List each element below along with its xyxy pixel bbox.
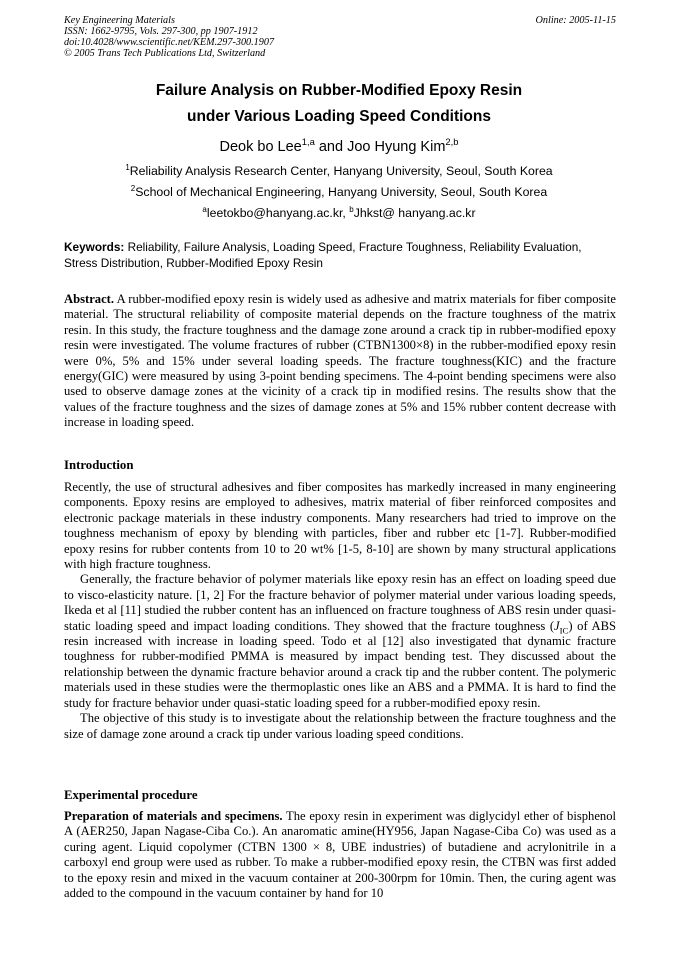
author-2-superscript: 2,b xyxy=(445,136,459,148)
jic-symbol: J xyxy=(554,618,560,633)
intro-paragraph-2 xyxy=(64,572,616,711)
experimental-body xyxy=(64,809,616,901)
affiliation-1-text: Reliability Analysis Research Center, Hanyang University, Seoul, South Korea xyxy=(129,164,553,178)
affiliation-2-text: School of Mechanical Engineering, Hanyang University, Seoul, South Korea xyxy=(135,185,548,199)
keywords xyxy=(64,240,616,271)
email-a[interactable]: leetokbo@hanyang.ac.kr, xyxy=(206,206,350,220)
author-list xyxy=(0,136,678,155)
affiliation-1 xyxy=(0,164,678,178)
jic-subscript: IC xyxy=(559,625,569,636)
email-a-superscript: a xyxy=(202,204,207,214)
intro-paragraph-1: Recently, the use of structural adhesives and fiber composites has markedly increased in many engineering components. Epoxy resins are employed to adhesives, matrix material of fiber reinforced composites and electronic package materials in these industry components. Many researchers had tried to improve on the toughness mechanism of epoxy by blending with particles, fiber and rubber etc [1-7]. Rubber-modified epoxy resins for rubber contents from 10 to 20 wt% [1-5, 8-10] are shown by many structural applications with high fracture toughness. xyxy=(64,480,616,572)
title-line-1: Failure Analysis on Rubber-Modified Epoxy Resin xyxy=(155,82,523,99)
experimental-heading: Experimental procedure xyxy=(64,788,198,802)
email-line xyxy=(0,206,678,220)
email-b[interactable]: Jhkst@ hanyang.ac.kr xyxy=(353,206,476,220)
intro-paragraph-2-part-1: Generally, the fracture behavior of polymer materials like epoxy resin has an effect on loading speed due to visco-elasticity nature. [1, 2] For the fracture behavior of polymer material under various loading speeds, Ikeda et al [11] studied the rubber content has an influenced on fracture toughness of ABS resin under quasi-static loading speed and impact loading conditions. They showed that the fracture toughness ( xyxy=(64,572,616,633)
running-header xyxy=(64,15,616,59)
intro-paragraph-2-part-2: ) of ABS resin increased with increase in loading speed. Todo et al [12] also investigated that dynamic fracture toughness for rubber-modified PMMA is measured by impact bending test. They discussed about the relationship between the dynamic fracture behavior around a crack tip and the rubber content. The polymeric materials used in these studies were the thermoplastic ones like an ABS and a PMMA. It is hard to find the study for fracture behavior under quasi-static loading speed for a rubber-modified epoxy resin. xyxy=(64,618,616,710)
issn-line: ISSN: 1662-9795, Vols. 297-300, pp 1907-1912 xyxy=(64,26,258,37)
author-1: Deok bo Lee xyxy=(219,139,302,155)
author-1-superscript: 1,a xyxy=(301,136,315,148)
intro-paragraph-3: The objective of this study is to investigate about the relationship between the fracture toughness and the size of damage zone around a crack tip under various loading speed conditions. xyxy=(64,711,616,741)
online-date: Online: 2005-11-15 xyxy=(535,15,616,26)
affiliation-2 xyxy=(0,185,678,199)
abstract-label: Abstract. xyxy=(64,292,115,306)
author-2: Joo Hyung Kim xyxy=(347,139,446,155)
experimental-text: The epoxy resin in experiment was diglycidyl ether of bisphenol A (AER250, Japan Nagase-Ciba Co.). An anaromatic amine(HY956, Japan Nagase-Ciba Co) was used as a curing agent. Liquid copolymer (CTBN 1300 × 8, UBE industries) of butadiene and acrylonitrile in a carboxyl end group were used as rubber. To make a rubber-modified epoxy resin, the CTBN was first added to the epoxy resin and mixed in the vacuum container at 200-300rpm for 10min. Then, the curing agent was added to the compound in the vacuum container by hand for 10 xyxy=(64,809,616,901)
affiliation-2-superscript: 2 xyxy=(130,183,136,193)
copyright-line: © 2005 Trans Tech Publications Ltd, Switzerland xyxy=(64,48,266,59)
email-b-superscript: b xyxy=(349,204,354,214)
affiliation-1-superscript: 1 xyxy=(125,162,130,172)
introduction-heading: Introduction xyxy=(64,458,134,472)
keywords-label: Keywords: xyxy=(64,240,125,254)
abstract-text: A rubber-modified epoxy resin is widely used as adhesive and matrix materials for fiber composite material. The structural reliability of composite material depends on the fracture toughness of the matrix resin. In this study, the fracture toughness and the damage zone around a crack tip in rubber-modified epoxy resin were investigated. The volume fractures of rubber (CTBN1300×8) in the rubber-modified epoxy resin were 0%, 5% and 15% under several loading speeds. The fracture toughness(KIC) and the fracture energy(GIC) were measured by using 3-point bending specimens. The 4-point bending specimens were also used to observe damage zones at the vicinity of a crack tip in modified resins. The results show that the values of the fracture toughness and the sizes of damage zones at 5% and 15% rubber content decrease with increase in loading speed. xyxy=(64,292,616,430)
author-conjunction: and xyxy=(314,139,348,155)
abstract xyxy=(64,292,616,431)
introduction-body xyxy=(64,480,616,742)
journal-name: Key Engineering Materials xyxy=(64,15,175,26)
title-line-2: under Various Loading Speed Conditions xyxy=(187,108,491,125)
keywords-text: Reliability, Failure Analysis, Loading Speed, Fracture Toughness, Reliability Evaluation, Stress Distribution, Rubber-Modified Epoxy Resin xyxy=(64,240,582,270)
doi-line: doi:10.4028/www.scientific.net/KEM.297-300.1907 xyxy=(64,37,275,48)
experimental-subheading: Preparation of materials and specimens. xyxy=(64,809,283,823)
